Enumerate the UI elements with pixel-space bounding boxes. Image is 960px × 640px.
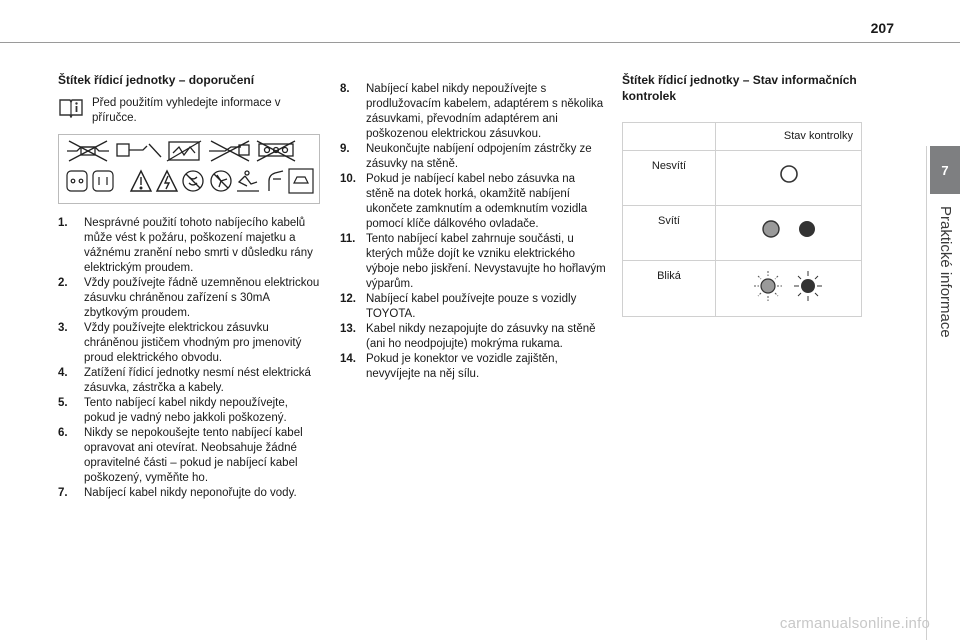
recommendations-list-2 (340, 82, 606, 382)
list-item: 9. Neukončujte nabíjení odpojením zástrčky ze zásuvky na stěně. (340, 143, 592, 170)
status-table-header: Stav kontrolky (716, 123, 862, 151)
lamp-off-icon (716, 151, 862, 206)
no-adapter-icon (117, 144, 161, 157)
right-column (622, 72, 886, 317)
recommendations-list-1 (58, 216, 322, 501)
grounded-socket-icon (67, 171, 113, 191)
status-label-blinking: Bliká (623, 261, 716, 317)
list-item: 7. Nabíjecí kabel nikdy neponořujte do vody. (58, 487, 297, 499)
no-wet-hands-icon (269, 171, 283, 191)
manual-note (58, 96, 322, 126)
list-item: 6. Nikdy se nepokoušejte tento nabíjecí kabel opravovat ani otevírat. Neobsahuje žádné opravitelné části – pokud je nabíjecí kabel poškozený, vyměňte ho. (58, 427, 303, 484)
list-item: 1. Nesprávné použití tohoto nabíjecího kabelů může vést k požáru, poškození majetku a vážnému zranění nebo smrti v důsledku rány elektrickým proudem. (58, 217, 313, 274)
chapter-tab: 7 (930, 146, 960, 194)
header-divider (0, 42, 960, 43)
list-item: 10. Pokud je nabíjecí kabel nebo zásuvka na stěně na dotek horká, okamžitě nabíjení ukončete zamknutím a odemknutím vozidla pomocí klíče dálkového ovladače. (340, 173, 588, 230)
no-damaged-outlet-icon (167, 141, 201, 161)
status-table (622, 122, 862, 317)
table-row (623, 151, 862, 206)
list-item: 13. Kabel nikdy nezapojujte do zásuvky na stěně (ani ho neodpojujte) mokrýma rukama. (340, 323, 596, 350)
no-power-strip-icon (257, 141, 295, 161)
no-water-icon (183, 171, 203, 191)
status-label-on: Svítí (623, 206, 716, 261)
no-extension-cord-icon (67, 141, 109, 161)
chapter-title: Praktické informace (937, 206, 954, 338)
handle-with-care-icon (289, 169, 313, 193)
lamp-blinking-icon (716, 261, 862, 317)
left-column (58, 72, 322, 501)
list-item: 5. Tento nabíjecí kabel nikdy nepoužívejte, pokud je vadný nebo jakkoli poškozený. (58, 397, 288, 424)
section-heading-recommendations: Štítek řídicí jednotky – doporučení (58, 73, 255, 87)
list-item: 12. Nabíjecí kabel používejte pouze s vozidly TOYOTA. (340, 293, 577, 320)
note-text: Před použitím vyhledejte informace v příručce. (92, 97, 281, 124)
watermark: carmanualsonline.info (779, 615, 930, 632)
list-item: 8. Nabíjecí kabel nikdy nepoužívejte s prodlužovacím kabelem, adaptérem s několika zásuvkami, převodním adaptérem ani poškozenou elektrickou zásuvkou. (340, 83, 604, 140)
warning-pictograms (58, 134, 320, 204)
no-multi-adapter-icon (209, 141, 249, 161)
list-item: 11. Tento nabíjecí kabel zahrnuje součásti, u kterých může dojít ke vzniku elektrického výboje nebo jiskření. Nevystavujte ho hořlavým výparům. (340, 233, 606, 290)
table-row (623, 206, 862, 261)
table-row (623, 261, 862, 317)
section-heading-status: Štítek řídicí jednotky – Stav informačních kontrolek (622, 73, 857, 103)
page-number: 207 (870, 20, 894, 36)
list-item: 2. Vždy používejte řádně uzemněnou elektrickou zásuvku chráněnou zařízení s 30mA zbytkovým proudem. (58, 277, 320, 319)
list-item: 4. Zatížení řídicí jednotky nesmí nést elektrická zásuvka, zástrčka a kabely. (58, 367, 311, 394)
electric-shock-icon (157, 171, 177, 191)
no-fan-icon (211, 171, 231, 191)
status-label-off: Nesvítí (623, 151, 716, 206)
sidebar-divider (926, 146, 927, 640)
warning-triangle-icon (131, 171, 151, 191)
book-info-icon (58, 96, 84, 123)
list-item: 14. Pokud je konektor ve vozidle zajištěn, nevyvíjejte na něj sílu. (340, 353, 558, 380)
trip-hazard-icon (237, 171, 259, 191)
lamp-on-icon (716, 206, 862, 261)
list-item: 3. Vždy používejte elektrickou zásuvku chráněnou jističem vhodným pro jmenovitý proud elektrického obvodu. (58, 322, 302, 364)
middle-column (340, 82, 606, 382)
